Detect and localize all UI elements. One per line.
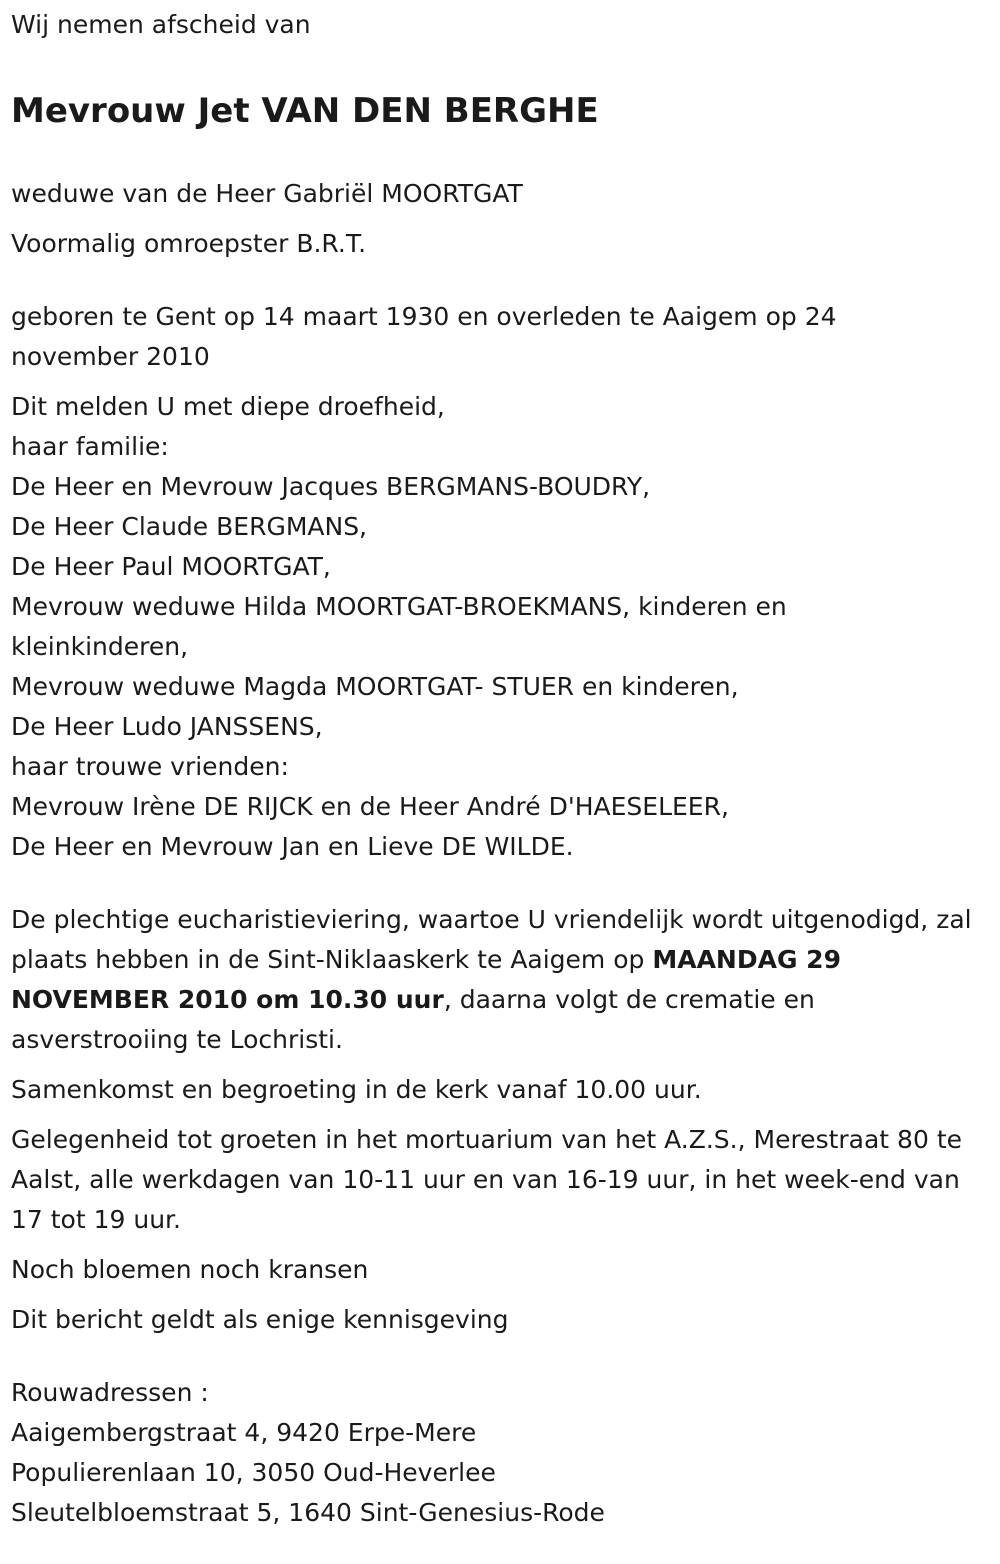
occupation-text: Voormalig omroepster B.R.T. <box>11 229 367 258</box>
family-member: De Heer Claude BERGMANS, <box>11 512 368 541</box>
friends-heading: haar trouwe vrienden: <box>11 752 289 781</box>
gathering-text: Samenkomst en begroeting in de kerk vanaf 10.00 uur. <box>11 1075 702 1104</box>
addresses-heading: Rouwadressen : <box>11 1378 209 1407</box>
family-member: De Heer Ludo JANSSENS, <box>11 712 323 741</box>
visitation-text: Gelegenheid tot groeten in het mortuarium van het A.Z.S., Merestraat 80 te Aalst, alle werkdagen van 10-11 uur en van 16-19 uur, in het week-end van 17 tot 19 uur. <box>11 1125 963 1234</box>
family-member: Mevrouw weduwe Magda MOORTGAT- STUER en kinderen, <box>11 672 739 701</box>
ceremony-text <box>11 900 996 1060</box>
address-line: Populierenlaan 10, 3050 Oud-Heverlee <box>11 1458 496 1487</box>
address-line: Aaigembergstraat 4, 9420 Erpe-Mere <box>11 1418 477 1447</box>
ceremony-text-after: , daarna volgt de crematie en asverstrooiing te Lochristi. <box>11 985 815 1054</box>
ceremony-date: MAANDAG 29 NOVEMBER 2010 om 10.30 uur <box>11 945 841 1014</box>
family-heading: haar familie: <box>11 432 169 461</box>
spouse-text: weduwe van de Heer Gabriël MOORTGAT <box>11 179 523 208</box>
family-member: De Heer en Mevrouw Jacques BERGMANS-BOUDRY, <box>11 472 651 501</box>
announcement-opening: Dit melden U met diepe droefheid, <box>11 392 445 421</box>
addresses-block <box>11 1373 996 1533</box>
birth-death-text: geboren te Gent op 14 maart 1930 en overleden te Aaigem op 24 november 2010 <box>11 302 837 371</box>
family-member: De Heer Paul MOORTGAT, <box>11 552 331 581</box>
ceremony-text-before: De plechtige eucharistieviering, waartoe U vriendelijk wordt uitgenodigd, zal plaats hebben in de Sint-Niklaaskerk te Aaigem op <box>11 905 972 974</box>
obituary-page <box>11 0 996 1533</box>
friend-entry: Mevrouw Irène DE RIJCK en de Heer André D'HAESELEER, <box>11 792 729 821</box>
announcement-block <box>11 387 996 867</box>
deceased-name: Mevrouw Jet VAN DEN BERGHE <box>11 91 599 131</box>
friend-entry: De Heer en Mevrouw Jan en Lieve DE WILDE. <box>11 832 574 861</box>
family-member: Mevrouw weduwe Hilda MOORTGAT-BROEKMANS, kinderen en kleinkinderen, <box>11 592 787 661</box>
flowers-text: Noch bloemen noch kransen <box>11 1255 369 1284</box>
intro-text: Wij nemen afscheid van <box>11 10 311 39</box>
notice-text: Dit bericht geldt als enige kennisgeving <box>11 1305 509 1334</box>
address-line: Sleutelbloemstraat 5, 1640 Sint-Genesius-Rode <box>11 1498 605 1527</box>
